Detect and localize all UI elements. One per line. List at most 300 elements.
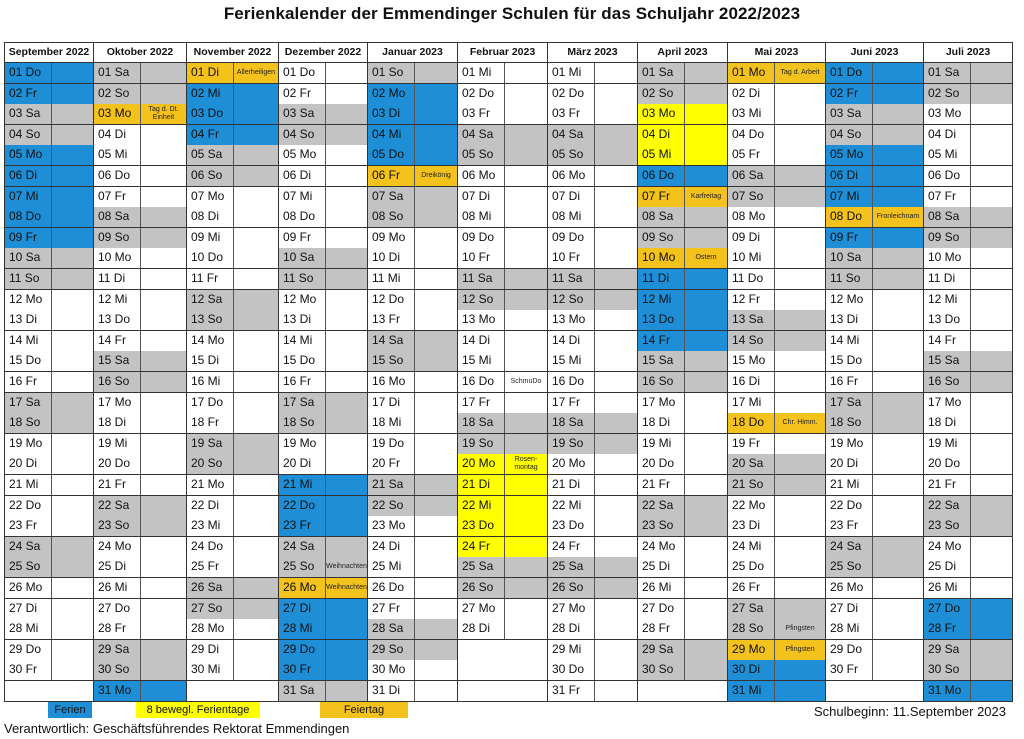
day-cell [548, 84, 638, 105]
day-note [415, 63, 457, 83]
day-note [415, 331, 457, 351]
day-label: 23 Do [548, 516, 595, 536]
day-cell [728, 104, 826, 125]
day-label: 20 So [187, 454, 234, 474]
day-label: 23 Do [458, 516, 505, 536]
day-label: 17 Sa [279, 393, 326, 413]
day-label: 15 Sa [924, 351, 971, 371]
day-note [873, 454, 923, 474]
day-cell [5, 557, 94, 578]
day-note [505, 434, 547, 454]
day-label: 29 Do [279, 640, 326, 660]
day-note [685, 63, 727, 83]
day-label: 28 Mi [5, 619, 52, 639]
day-label: 10 Sa [826, 248, 873, 268]
day-note [971, 496, 1012, 516]
day-cell [728, 660, 826, 681]
day-cell [5, 413, 94, 434]
day-note [971, 187, 1012, 207]
day-cell [5, 310, 94, 331]
day-label: 19 Sa [187, 434, 234, 454]
day-label: 03 Sa [5, 104, 52, 124]
day-cell [826, 290, 924, 311]
day-label: 23 Di [728, 516, 775, 536]
day-label: 04 Sa [548, 125, 595, 145]
month-header: Juli 2023 [924, 43, 1013, 63]
day-label: 06 Mo [548, 166, 595, 186]
day-label: 16 So [94, 372, 141, 392]
day-note [685, 351, 727, 371]
day-note [52, 619, 93, 639]
day-note [234, 187, 278, 207]
day-label: 06 Di [279, 166, 326, 186]
day-note [141, 63, 186, 83]
day-note [52, 475, 93, 495]
day-label: 27 Di [279, 599, 326, 619]
day-note [326, 434, 367, 454]
day-cell [279, 269, 368, 290]
day-cell [187, 578, 279, 599]
day-cell [94, 63, 187, 84]
day-cell [548, 619, 638, 640]
day-note [326, 125, 367, 145]
day-label: 27 Mo [458, 599, 505, 619]
day-note [52, 331, 93, 351]
day-note [873, 557, 923, 577]
day-note [775, 475, 825, 495]
day-cell [187, 393, 279, 414]
day-note [595, 475, 637, 495]
day-label: 20 Do [924, 454, 971, 474]
day-note [52, 187, 93, 207]
day-cell [279, 63, 368, 84]
day-cell [5, 145, 94, 166]
day-note [52, 351, 93, 371]
day-cell [924, 578, 1013, 599]
day-label: 16 Mo [368, 372, 415, 392]
day-label: 08 Mi [458, 207, 505, 227]
day-cell [924, 681, 1013, 702]
day-cell [368, 104, 458, 125]
day-note [505, 310, 547, 330]
day-label: 25 So [5, 557, 52, 577]
day-label: 12 Sa [187, 290, 234, 310]
day-label: 11 Sa [458, 269, 505, 289]
day-label: 22 Do [826, 496, 873, 516]
day-label: 14 Mi [5, 331, 52, 351]
day-cell [187, 640, 279, 661]
day-note [595, 228, 637, 248]
day-cell [187, 310, 279, 331]
day-cell [94, 413, 187, 434]
day-note [52, 537, 93, 557]
day-note [234, 619, 278, 639]
day-cell [728, 331, 826, 352]
day-label: 14 Di [458, 331, 505, 351]
day-cell [924, 660, 1013, 681]
day-cell [279, 496, 368, 517]
day-cell [458, 145, 548, 166]
day-note: Weihnachten [326, 563, 367, 571]
day-label: 08 Sa [638, 207, 685, 227]
day-label: 11 So [5, 269, 52, 289]
day-cell [187, 84, 279, 105]
day-note [141, 351, 186, 371]
day-label: 18 So [279, 413, 326, 433]
day-label: 07 Mo [187, 187, 234, 207]
day-note [52, 434, 93, 454]
day-label: 17 Sa [5, 393, 52, 413]
day-cell [187, 145, 279, 166]
day-cell [638, 351, 728, 372]
day-label: 27 Do [638, 599, 685, 619]
day-cell [548, 413, 638, 434]
day-note [52, 248, 93, 268]
day-cell [368, 207, 458, 228]
day-cell [368, 537, 458, 558]
day-note [595, 248, 637, 268]
day-cell [458, 63, 548, 84]
day-label: 21 Di [458, 475, 505, 495]
day-label: 01 Do [826, 63, 873, 83]
day-note [52, 599, 93, 619]
day-note [873, 63, 923, 83]
day-cell [728, 228, 826, 249]
day-cell [638, 372, 728, 393]
day-label: 29 Sa [94, 640, 141, 660]
day-cell [187, 475, 279, 496]
day-note [52, 516, 93, 536]
day-label: 26 Mi [638, 578, 685, 598]
day-cell [458, 166, 548, 187]
day-label: 08 Sa [94, 207, 141, 227]
day-label: 30 So [638, 660, 685, 680]
day-note: SchmuDo [510, 378, 542, 386]
day-label: 24 Sa [826, 537, 873, 557]
day-label: 29 Mo [728, 640, 775, 660]
day-label: 12 Mi [924, 290, 971, 310]
month-header: September 2022 [5, 43, 94, 63]
day-note [873, 84, 923, 104]
day-cell [826, 125, 924, 146]
day-cell [94, 619, 187, 640]
day-label: 13 Mo [458, 310, 505, 330]
day-label: 07 Fr [638, 187, 685, 207]
day-note: Rosen- montag [514, 456, 538, 472]
day-cell [826, 84, 924, 105]
day-cell [728, 599, 826, 620]
day-cell [826, 516, 924, 537]
day-label: 17 Mi [728, 393, 775, 413]
month-header: Januar 2023 [368, 43, 458, 63]
day-note [141, 537, 186, 557]
day-label: 10 Mo [638, 248, 685, 268]
day-label: 04 Mi [368, 125, 415, 145]
day-cell [187, 207, 279, 228]
day-label: 30 Mi [187, 660, 234, 680]
day-label: 01 Sa [924, 63, 971, 83]
day-note [415, 660, 457, 680]
day-note [775, 187, 825, 207]
day-label: 29 So [368, 640, 415, 660]
empty-cell [458, 681, 548, 702]
day-note [234, 372, 278, 392]
day-label: 17 Mo [924, 393, 971, 413]
day-note [505, 228, 547, 248]
day-note [326, 269, 367, 289]
day-note [971, 207, 1012, 227]
day-label: 08 Sa [924, 207, 971, 227]
day-note [595, 187, 637, 207]
day-cell [826, 599, 924, 620]
day-cell [458, 187, 548, 208]
day-note [52, 310, 93, 330]
day-cell [826, 310, 924, 331]
day-label: 27 Sa [728, 599, 775, 619]
day-cell [94, 393, 187, 414]
day-note [685, 104, 727, 124]
day-cell [638, 207, 728, 228]
month-header: Dezember 2022 [279, 43, 368, 63]
day-note [873, 269, 923, 289]
day-note [52, 496, 93, 516]
day-note [234, 640, 278, 660]
day-label: 05 Mo [5, 145, 52, 165]
day-cell [548, 166, 638, 187]
day-cell [187, 187, 279, 208]
day-note [234, 207, 278, 227]
day-note: Allerheiligen [236, 69, 276, 77]
day-note [971, 310, 1012, 330]
day-label: 12 Mo [279, 290, 326, 310]
day-cell [458, 331, 548, 352]
day-label: 23 Fr [5, 516, 52, 536]
legend-ferien-label: Ferien [54, 704, 86, 716]
day-note [775, 578, 825, 598]
day-label: 01 Di [187, 63, 234, 83]
day-note [595, 84, 637, 104]
day-label: 03 Fr [458, 104, 505, 124]
day-label: 25 So [279, 557, 326, 577]
day-note [52, 104, 93, 124]
day-label: 23 So [638, 516, 685, 536]
day-note [971, 63, 1012, 83]
day-cell [728, 187, 826, 208]
day-note: Weihnachten [326, 584, 367, 592]
day-note [415, 681, 457, 701]
day-cell [548, 681, 638, 702]
day-cell [924, 125, 1013, 146]
day-label: 12 Do [368, 290, 415, 310]
day-note [685, 537, 727, 557]
day-cell [458, 516, 548, 537]
day-label: 05 Do [368, 145, 415, 165]
day-cell [368, 434, 458, 455]
day-note [505, 166, 547, 186]
day-label: 15 Mo [728, 351, 775, 371]
day-label: 05 Sa [187, 145, 234, 165]
day-cell [638, 578, 728, 599]
day-cell [638, 290, 728, 311]
day-label: 22 Sa [94, 496, 141, 516]
day-cell [187, 269, 279, 290]
day-label: 17 Sa [826, 393, 873, 413]
day-note [141, 454, 186, 474]
day-label: 02 Fr [279, 84, 326, 104]
day-cell [94, 516, 187, 537]
day-cell [279, 228, 368, 249]
day-cell [5, 537, 94, 558]
day-cell [458, 84, 548, 105]
day-cell [826, 207, 924, 228]
day-cell [638, 63, 728, 84]
day-label: 15 Sa [94, 351, 141, 371]
day-cell [368, 660, 458, 681]
day-label: 29 Do [826, 640, 873, 660]
day-label: 30 Fr [279, 660, 326, 680]
day-note [685, 331, 727, 351]
day-label: 10 Sa [279, 248, 326, 268]
day-cell [458, 393, 548, 414]
day-label: 05 So [548, 145, 595, 165]
day-note [873, 228, 923, 248]
day-label: 06 Di [826, 166, 873, 186]
day-cell [924, 454, 1013, 475]
day-cell [458, 619, 548, 640]
day-note [685, 413, 727, 433]
day-cell [94, 640, 187, 661]
day-label: 15 Mi [548, 351, 595, 371]
day-note [141, 619, 186, 639]
day-label: 18 Di [924, 413, 971, 433]
day-label: 24 Mo [94, 537, 141, 557]
day-label: 09 So [638, 228, 685, 248]
day-label: 26 So [458, 578, 505, 598]
day-note [234, 516, 278, 536]
day-cell [187, 496, 279, 517]
day-note [873, 434, 923, 454]
day-cell [638, 660, 728, 681]
day-label: 09 Mo [368, 228, 415, 248]
day-cell [826, 393, 924, 414]
day-note [234, 475, 278, 495]
month-header: November 2022 [187, 43, 279, 63]
day-note [415, 351, 457, 371]
day-label: 29 Sa [924, 640, 971, 660]
day-note [141, 84, 186, 104]
day-note [326, 248, 367, 268]
day-note [775, 248, 825, 268]
day-cell [826, 269, 924, 290]
day-label: 04 Di [94, 125, 141, 145]
day-cell [924, 187, 1013, 208]
day-note [141, 331, 186, 351]
day-cell [826, 537, 924, 558]
day-label: 21 Mi [826, 475, 873, 495]
day-label: 21 Mi [279, 475, 326, 495]
day-cell [5, 84, 94, 105]
day-label: 19 Mo [826, 434, 873, 454]
day-cell [924, 207, 1013, 228]
day-cell [94, 84, 187, 105]
day-note [141, 187, 186, 207]
day-cell [458, 290, 548, 311]
day-note [873, 248, 923, 268]
day-note [873, 310, 923, 330]
day-label: 14 Mo [187, 331, 234, 351]
day-cell [94, 475, 187, 496]
day-label: 02 Di [728, 84, 775, 104]
day-cell [5, 351, 94, 372]
day-note [505, 187, 547, 207]
day-note [685, 125, 727, 145]
day-label: 16 Mi [187, 372, 234, 392]
day-note [326, 372, 367, 392]
day-label: 17 Mo [638, 393, 685, 413]
day-cell [94, 599, 187, 620]
day-label: 08 Mi [548, 207, 595, 227]
day-note [505, 125, 547, 145]
day-label: 29 Mi [548, 640, 595, 660]
day-note [685, 578, 727, 598]
day-cell [638, 145, 728, 166]
day-label: 12 Mo [826, 290, 873, 310]
day-cell [548, 207, 638, 228]
day-note [234, 310, 278, 330]
day-label: 18 So [5, 413, 52, 433]
day-note [415, 207, 457, 227]
day-label: 23 Fr [279, 516, 326, 536]
day-label: 09 Do [458, 228, 505, 248]
day-note [52, 557, 93, 577]
day-label: 03 Mo [924, 104, 971, 124]
day-note [775, 434, 825, 454]
month-header: Oktober 2022 [94, 43, 187, 63]
day-cell [924, 63, 1013, 84]
day-note [415, 619, 457, 639]
day-cell [368, 454, 458, 475]
day-note [685, 599, 727, 619]
day-label: 03 Sa [279, 104, 326, 124]
day-note [775, 537, 825, 557]
day-label: 08 Di [187, 207, 234, 227]
day-note [971, 290, 1012, 310]
day-note [505, 84, 547, 104]
day-note [873, 496, 923, 516]
day-note [415, 434, 457, 454]
day-label: 17 Mo [94, 393, 141, 413]
day-cell [94, 372, 187, 393]
day-note [595, 599, 637, 619]
day-note [685, 372, 727, 392]
day-cell [187, 228, 279, 249]
day-label: 11 So [826, 269, 873, 289]
day-label: 14 Sa [368, 331, 415, 351]
day-cell [5, 63, 94, 84]
day-note [52, 640, 93, 660]
empty-cell [638, 681, 728, 702]
day-label: 27 Di [5, 599, 52, 619]
day-note [141, 681, 186, 701]
day-note [775, 145, 825, 165]
day-cell [924, 393, 1013, 414]
day-note [595, 269, 637, 289]
day-cell [94, 228, 187, 249]
day-note [326, 537, 367, 557]
day-cell [924, 372, 1013, 393]
day-note [141, 413, 186, 433]
day-note [685, 496, 727, 516]
